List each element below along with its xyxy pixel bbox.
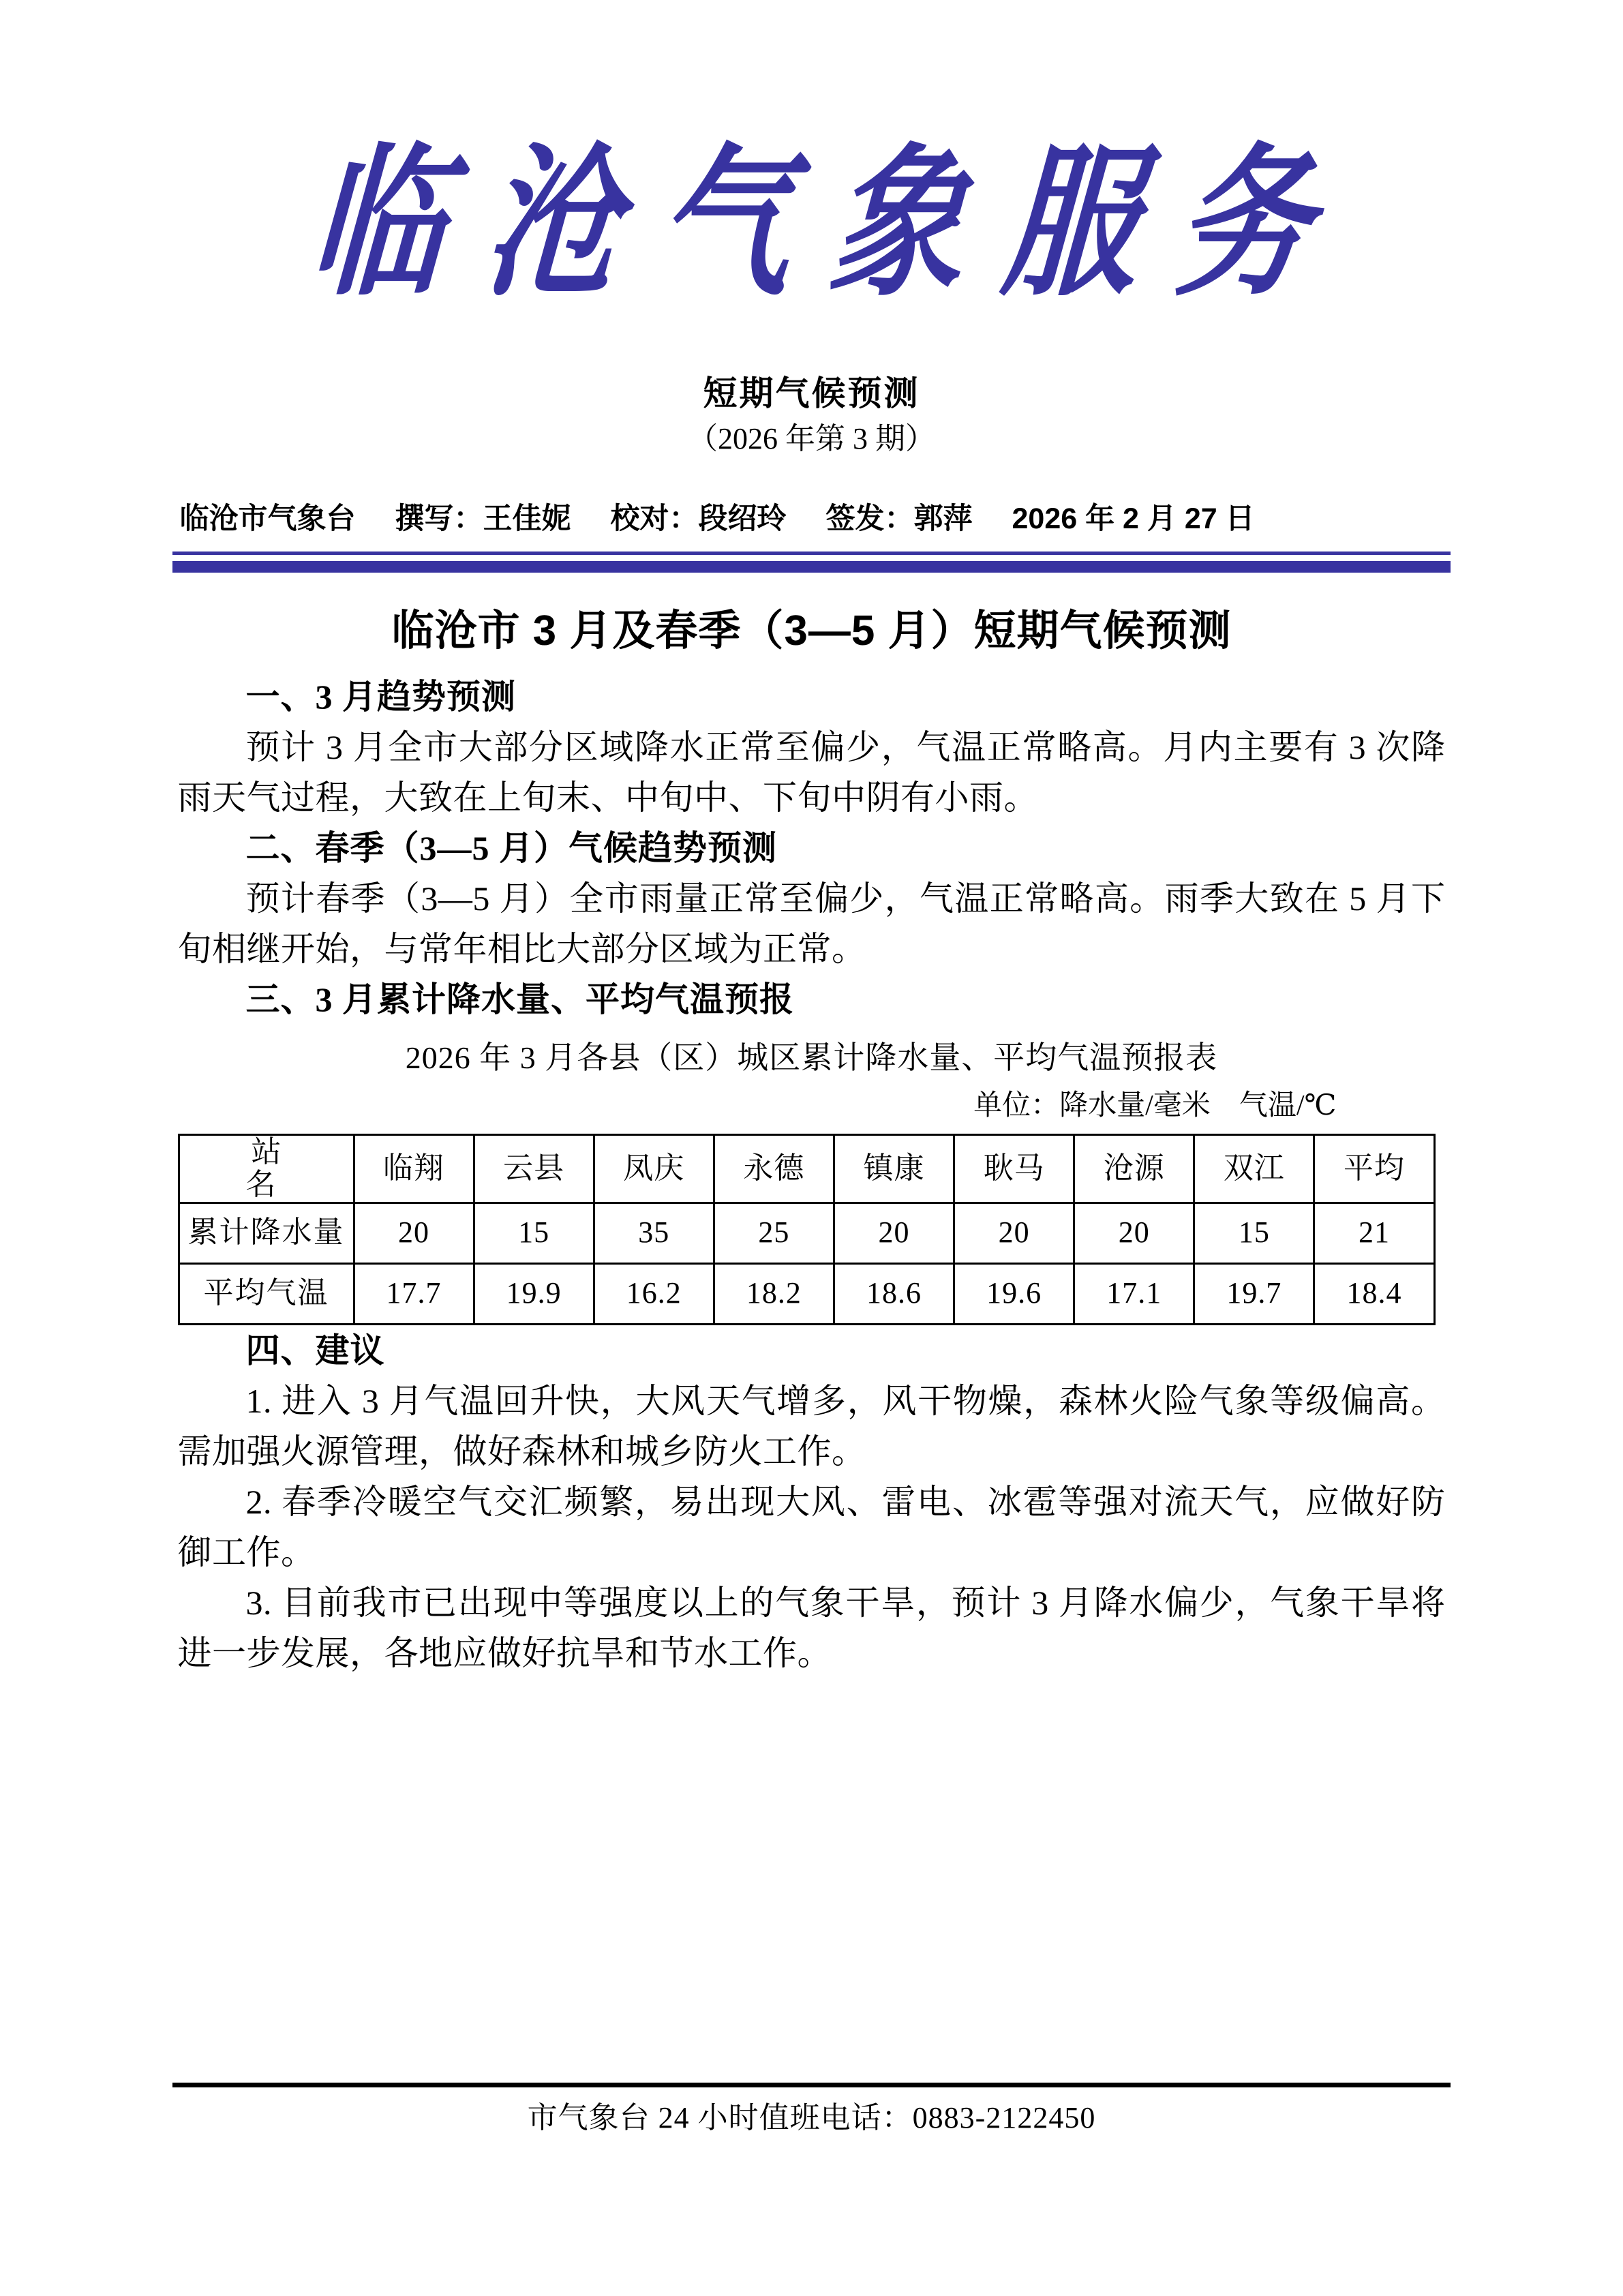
table-cell: 18.4 (1314, 1263, 1434, 1324)
table-cell: 21 (1314, 1203, 1434, 1263)
table-cell: 17.7 (354, 1263, 474, 1324)
section-paragraph-1: 预计 3 月全市大部分区域降水正常至偏少，气温正常略高。月内主要有 3 次降雨天气过程，大致在上旬末、中旬中、下旬中阴有小雨。 (177, 727, 1446, 817)
masthead (86, 0, 1538, 316)
table-cell: 15 (1194, 1203, 1314, 1263)
table-header-cell-average: 平均 (1314, 1134, 1434, 1203)
divider-thick-line (172, 561, 1451, 573)
table-cell: 20 (1074, 1203, 1194, 1263)
table-header-cell-yongde: 永德 (714, 1134, 834, 1203)
footer (0, 2083, 1623, 2141)
table-cell: 16.2 (594, 1263, 714, 1324)
bulletin-issue: （2026 年第 3 期） (688, 422, 935, 456)
suggestion-item-2: 2. 春季冷暖空气交汇频繁，易出现大风、雷电、冰雹等强对流天气，应做好防御工作。 (177, 1482, 1446, 1571)
section-heading-3: 三、3 月累计降水量、平均气温预报 (245, 980, 794, 1018)
byline (175, 459, 1449, 537)
byline-office: 临沧市气象台 (179, 502, 356, 535)
section-heading-4: 四、建议 (245, 1331, 385, 1370)
table-cell: 19.7 (1194, 1263, 1314, 1324)
table-cell: 18.6 (834, 1263, 954, 1324)
table-header-cell-linxiang: 临翔 (354, 1134, 474, 1203)
table-header-cell-shuangjiang: 双江 (1194, 1134, 1314, 1203)
section-paragraph-2: 预计春季（3—5 月）全市雨量正常至偏少，气温正常略高。雨季大致在 5 月下旬相继开始，与常年相比大部分区域为正常。 (177, 879, 1446, 968)
table-cell: 20 (834, 1203, 954, 1263)
masthead-title: 临沧气象服务 (305, 135, 1357, 316)
suggestion-item-1: 1. 进入 3 月气温回升快，大风天气增多，风干物燥，森林火险气象等级偏高。需加强火源管理，做好森林和城乡防火工作。 (177, 1381, 1446, 1470)
table-row-label-temperature: 平均气温 (179, 1263, 354, 1324)
table-cell: 18.2 (714, 1263, 834, 1324)
forecast-table-units: 单位：降水量/毫米 气温/℃ (973, 1089, 1337, 1121)
byline-proofreader: 校对：段绍玲 (610, 502, 787, 535)
table-row-label-precipitation: 累计降水量 (179, 1203, 354, 1263)
table-cell: 19.9 (474, 1263, 594, 1324)
table-cell: 25 (714, 1203, 834, 1263)
table-row (179, 1263, 1434, 1324)
table-header-cell-station: 站 名 (179, 1134, 354, 1203)
table-cell: 15 (474, 1203, 594, 1263)
subtitle-block (86, 296, 1538, 459)
footer-hotline: 市气象台 24 小时值班电话：0883-2122450 (527, 2101, 1096, 2134)
footer-divider (172, 2083, 1451, 2087)
bulletin-subtitle: 短期气候预测 (703, 374, 920, 412)
table-header-cell-yunxian: 云县 (474, 1134, 594, 1203)
divider-gap (172, 555, 1451, 561)
section-heading-1: 一、3 月趋势预测 (245, 677, 516, 716)
page-title: 临沧市 3 月及春季（3—5 月）短期气候预测 (391, 607, 1232, 655)
section-heading-2: 二、春季（3—5 月）气候趋势预测 (245, 828, 777, 867)
byline-date: 2026 年 2 月 27 日 (1012, 502, 1255, 535)
table-header-cell-fengqing: 凤庆 (594, 1134, 714, 1203)
forecast-table (178, 1134, 1436, 1325)
table-cell: 20 (354, 1203, 474, 1263)
header-divider (172, 552, 1451, 573)
table-cell: 35 (594, 1203, 714, 1263)
table-cell: 19.6 (954, 1263, 1074, 1324)
table-row (179, 1203, 1434, 1263)
forecast-table-caption: 2026 年 3 月各县（区）城区累计降水量、平均气温预报表 (405, 1040, 1218, 1075)
table-cell: 20 (954, 1203, 1074, 1263)
table-cell: 17.1 (1074, 1263, 1194, 1324)
table-header-cell-zhenkang: 镇康 (834, 1134, 954, 1203)
table-header-cell-cangyuan: 沧源 (1074, 1134, 1194, 1203)
suggestion-item-3: 3. 目前我市已出现中等强度以上的气象干旱，预计 3 月降水偏少，气象干旱将进一步发展，各地应做好抗旱和节水工作。 (177, 1583, 1446, 1672)
document-body (178, 573, 1446, 1678)
byline-signer: 签发：郭萍 (825, 502, 973, 535)
table-header-cell-gengma: 耿马 (954, 1134, 1074, 1203)
table-header-row (179, 1134, 1434, 1203)
byline-author: 撰写：王佳妮 (395, 502, 571, 535)
